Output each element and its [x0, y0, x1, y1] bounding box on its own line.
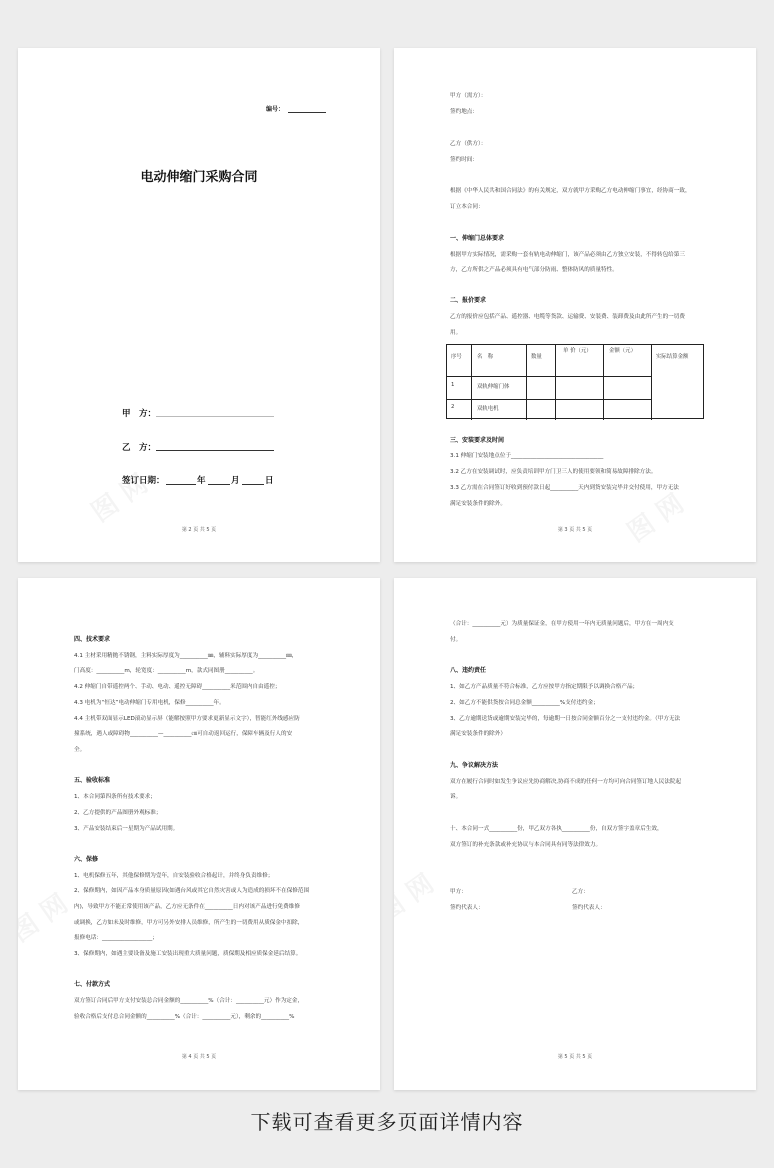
party-a-sign-label: 甲方：: [450, 889, 467, 895]
page-footer: 第 4 页 共 5 页: [181, 1054, 217, 1060]
section-text: 报修电话：__________________；: [74, 935, 158, 941]
table-cell: 双轨电机: [477, 406, 499, 412]
section-text: 2、如乙方不能供货按合同总金额__________%支付违约金；: [450, 700, 599, 706]
table-header-cell: 单 价（元）: [563, 348, 592, 354]
section-text: 乙方的报价应包括产品、遥控器、电缆等货款、运输费、安装费、装卸费及由此所产生的一切费: [450, 314, 685, 320]
watermark: [18, 884, 74, 949]
section-heading: 二、报价要求: [450, 297, 487, 304]
section-text: 3、乙方逾期送货或逾期安装完毕的，每逾期一日按合同金额百分之一支付违约金。（甲方无法: [450, 716, 681, 722]
section-text: 双方在履行合同时如发生争议应先协商解决,协商不成的任何一方均可向合同签订地人民法院起: [450, 779, 682, 785]
contract-page-3: [18, 578, 380, 1090]
section-text: 1、本合同第四条所有技术要求；: [74, 794, 156, 800]
sign-time: 签约时间：: [450, 157, 478, 163]
section-text: 3.2 乙方在安装调试时，应负责培训甲方门卫三人的使用要领和简易故障排除方法。: [450, 469, 657, 475]
section-text: 4.4 主机带双面显示LED滚动显示屏（能解按照甲方要求更新显示文字），智能红外线感应防: [74, 716, 300, 722]
month-line: [208, 484, 230, 485]
page-footer: 第 2 页 共 5 页: [181, 527, 217, 533]
section-text: 内)，导致甲方不能正常使用该产品，乙方应无条件在__________日内对该产品进行免费维修: [74, 904, 300, 910]
party-b-line: [156, 450, 274, 451]
table-cell: 2: [451, 404, 455, 410]
section-text: 用。: [450, 330, 462, 336]
section-text: 3、产品安装结束后一星期为产品试用期。: [74, 826, 179, 832]
section-heading: 五、验收标准: [74, 777, 111, 784]
year-label: 年: [197, 476, 206, 486]
contract-page-4: [394, 578, 756, 1090]
section-text: 满足安装条件的除外）: [450, 731, 506, 737]
intro-line: 订立本合同：: [450, 204, 484, 210]
section-text: 双方签订合同后甲方支付安装总合同金额的__________%（合计：__________元）作为定金，: [74, 998, 304, 1004]
section-text: 方，乙方所供之产品必须具有电气部分防雨、整体防风的质量特性。: [450, 267, 618, 273]
section-heading: 七、付款方式: [74, 981, 111, 988]
table-cell: 双轨伸缩门体: [477, 384, 510, 390]
price-table: [446, 344, 704, 419]
watermark: [394, 864, 440, 929]
party-a-rep-label: 签约代表人：: [450, 905, 484, 911]
party-b-rep-label: 签约代表人：: [572, 905, 606, 911]
section-text: 付。: [450, 637, 462, 643]
year-line: [166, 484, 196, 485]
table-header-cell: 金额（元）: [609, 348, 636, 354]
section-text: 撞系统，遇人或障碍物__________—__________㎝可自动返回运行，保障车辆及行人的安: [74, 731, 293, 737]
contract-page-cover: [18, 48, 380, 562]
section-text: 根据甲方实际情况，需采购一套有轨电动伸缩门，该产品必须由乙方独立安装，不得转包给第三: [450, 252, 685, 258]
section-text: 2、保修期内，如因产品本身质量原因(如遇台风或其它自然灾害或人为造成的损坏不在保修范围: [74, 888, 310, 894]
section-heading: 三、安装要求及时间: [450, 437, 505, 444]
watermark: [619, 484, 690, 549]
sign-date-label: 签订日期：: [122, 476, 165, 486]
section-text: 4.1 主材采用精抛不锈钢，主料实际厚度为__________㎜，辅料实际厚度为__________㎜，: [74, 653, 298, 659]
party-b-sign-label: 乙方：: [572, 889, 589, 895]
section-text: 双方签订的补充条款或补充协议与本合同具有同等法律效力。: [450, 842, 602, 848]
section-text: 4.3 电机为“恒达”电动伸缩门专用电机，保修__________年。: [74, 700, 225, 706]
day-line: [242, 484, 264, 485]
contract-page-2: [394, 48, 756, 562]
table-header-cell: 名 称: [477, 354, 494, 360]
party-a-line: [156, 416, 274, 417]
table-header-cell: 序号: [451, 354, 462, 360]
section-heading: 一、伸缩门总体要求: [450, 235, 505, 242]
table-header-cell: 数量: [531, 354, 542, 360]
day-label: 日: [265, 476, 274, 486]
section-text: 门高度：__________m，轮宽度：__________m，款式同图册__________。: [74, 668, 259, 674]
party-a-buyer: 甲方（需方）：: [450, 93, 487, 99]
section-text: 诉。: [450, 794, 462, 800]
section-text: 1、如乙方产品质量不符合标准，乙方应按甲方指定期限予以调换合格产品；: [450, 684, 639, 690]
party-b-supplier: 乙方（供方）：: [450, 141, 487, 147]
section-text: 2、乙方提供的产品图册外观标准；: [74, 810, 162, 816]
section-text: 验收合格后支付总合同金额的__________%（合计：__________元），剩余的__________%: [74, 1014, 295, 1020]
page-footer: 第 3 页 共 5 页: [557, 527, 593, 533]
section-text: 3.3 乙方需在合同签订好收到预付款日起__________天内到货安装完毕并交付使用，甲方无法: [450, 485, 679, 491]
section-text: 3、保修期内，如遇主要设备及施工安装出现重大质量问题，质保期及相应质保金延后结算。: [74, 951, 302, 957]
section-heading: 九、争议解决方法: [450, 762, 499, 769]
section-text: 1、电机保修五年，其他保修期为壹年，自安装验收合格起计，并终身负责维修；: [74, 873, 274, 879]
page-footer: 第 5 页 共 5 页: [557, 1054, 593, 1060]
section-text: 或调换，乙方如未及时维修，甲方可另外安排人员维修，所产生的一切费用从质保金中扣除，: [74, 920, 304, 926]
section-text: 4.2 伸缩门自带遥控两个、手动、电动、遥控无障碍__________米范围内自由遥控；: [74, 684, 281, 690]
contract-number-line: [288, 112, 326, 113]
section-heading: 六、保修: [74, 856, 99, 863]
table-cell: 1: [451, 382, 455, 388]
contract-title: 电动伸缩门采购合同: [140, 170, 258, 185]
section-text: 满足安装条件的除外。: [450, 501, 506, 507]
sign-location: 签约地点：: [450, 109, 478, 115]
section-heading: 八、违约责任: [450, 667, 487, 674]
intro-line: 根据《中华人民共和国合同法》的有关规定，双方就甲方采购乙方电动伸缩门事宜，经协商一致，: [450, 188, 691, 194]
section-heading: 四、技术要求: [74, 636, 111, 643]
section-text: （合计：__________元）为质量保证金，在甲方使用一年内无质量问题后，甲方在一周内支: [450, 621, 674, 627]
party-a-label: 甲 方：: [122, 409, 157, 419]
table-header-cell: 实际结算金额: [656, 354, 689, 360]
contract-number-label: 编号：: [266, 106, 285, 113]
section-text: 全。: [74, 747, 86, 753]
download-caption: 下载可查看更多页面详情内容: [250, 1110, 524, 1134]
section-text: 十、本合同一式__________份，甲乙双方各执__________份，自双方签字盖章后生效，: [450, 826, 663, 832]
month-label: 月: [231, 476, 240, 486]
section-text: 3.1 伸缩门安装地点位于_________________________________: [450, 453, 604, 459]
party-b-label: 乙 方：: [122, 443, 157, 453]
